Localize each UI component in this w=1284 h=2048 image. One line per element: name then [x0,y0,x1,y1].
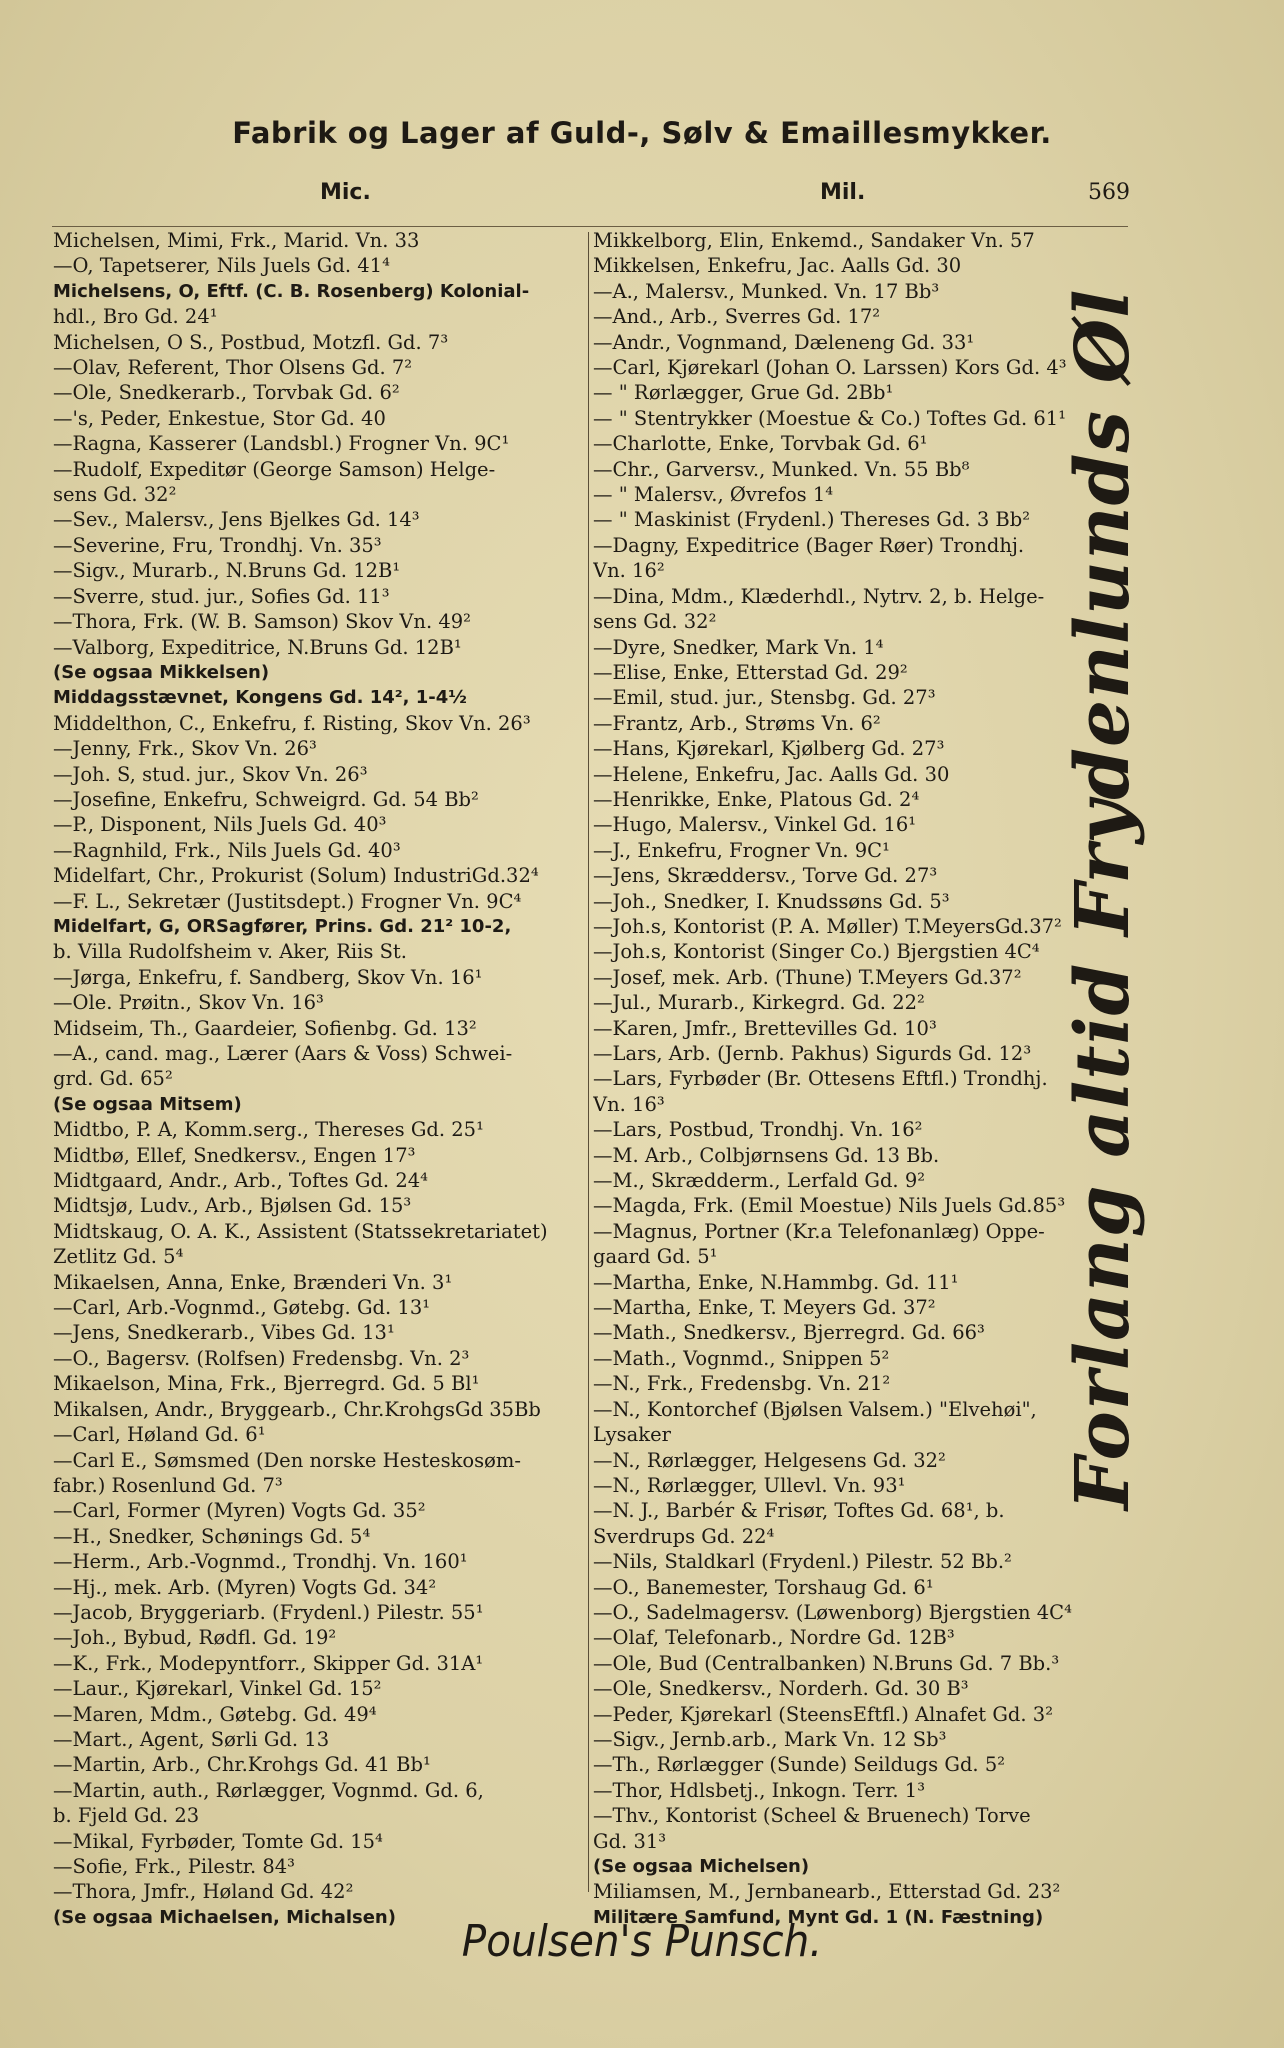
directory-entry: —Carl, Former (Myren) Vogts Gd. 35² [53,1499,426,1523]
directory-entry: —M. Arb., Colbjørnsens Gd. 13 Bb. [593,1143,940,1167]
directory-entry: —F. L., Sekretær (Justitsdept.) Frogner Vn. 9C⁴ [53,889,522,913]
directory-entry: (Se ogsaa Mitsem) [53,1093,242,1115]
directory-entry: Michelsen, O S., Postbud, Motzfl. Gd. 7³ [53,330,449,354]
directory-entry: —N. J., Barbér & Frisør, Toftes Gd. 68¹, b. [593,1499,1005,1523]
directory-entry: —A., Malersv., Munked. Vn. 17 Bb³ [593,279,940,303]
directory-entry: —Carl E., Sømsmed (Den norske Hesteskosøm- [53,1448,521,1472]
directory-entry: —Charlotte, Enke, Torvbak Gd. 6¹ [593,432,928,456]
directory-entry: —Ole, Snedkerarb., Torvbak Gd. 6² [53,381,400,405]
directory-entry: —Carl, Arb.-Vognmd., Gøtebg. Gd. 13¹ [53,1296,431,1320]
directory-entry: Midtbø, Ellef, Snedkersv., Engen 17³ [53,1143,416,1167]
directory-entry: —Josefine, Enkefru, Schweigrd. Gd. 54 Bb² [53,787,479,811]
directory-entry: —Joh.s, Kontorist (Singer Co.) Bjergstien 4C⁴ [593,940,1040,964]
directory-entry: Sverdrups Gd. 22⁴ [593,1524,775,1548]
directory-entry: —Carl, Høland Gd. 6¹ [53,1423,266,1447]
directory-entry: Mikkelsen, Enkefru, Jac. Aalls Gd. 30 [593,254,962,278]
directory-entry: sens Gd. 32² [53,483,177,507]
directory-entry: —O., Bagersv. (Rolfsen) Fredensbg. Vn. 2³ [53,1346,470,1370]
directory-entry: —Nils, Staldkarl (Frydenl.) Pilestr. 52 Bb.² [593,1550,1012,1574]
directory-entry: —O, Tapetserer, Nils Juels Gd. 41⁴ [53,254,390,278]
directory-entry: Mikaelsen, Anna, Enke, Brænderi Vn. 3¹ [53,1270,453,1294]
directory-entry: —Hans, Kjørekarl, Kjølberg Gd. 27³ [593,737,945,761]
directory-entry: —Jenny, Frk., Skov Vn. 26³ [53,737,317,761]
directory-entry: —Thv., Kontorist (Scheel & Bruenech) Torve [593,1804,1031,1828]
directory-entry: (Se ogsaa Michelsen) [593,1856,810,1877]
directory-entry: Vn. 16³ [593,1092,665,1116]
directory-entry: —Jens, Skræddersv., Torve Gd. 27³ [593,864,938,888]
footer-advertisement: Poulsen's Punsch. [461,1916,823,1967]
directory-entry: —Martha, Enke, N.Hammbg. Gd. 11¹ [593,1270,959,1294]
directory-entry: —Jørga, Enkefru, f. Sandberg, Skov Vn. 16¹ [53,965,483,989]
directory-entry: —Helene, Enkefru, Jac. Aalls Gd. 30 [593,762,950,786]
directory-entry: hdl., Bro Gd. 24¹ [53,305,218,329]
vertical-advertisement: Forlang altid Frydenlunds Øl [1060,288,1146,1510]
directory-entry: —Emil, stud. jur., Stensbg. Gd. 27³ [593,686,936,710]
directory-entry: —Ole, Bud (Centralbanken) N.Bruns Gd. 7 Bb.³ [593,1651,1060,1675]
directory-entry: —N., Frk., Fredensbg. Vn. 21² [593,1372,891,1396]
directory-entry: —N., Kontorchef (Bjølsen Valsem.) "Elvehøi", [593,1397,1037,1421]
directory-entry: —Hj., mek. Arb. (Myren) Vogts Gd. 34² [53,1575,437,1599]
directory-entry: —J., Enkefru, Frogner Vn. 9C¹ [593,838,890,862]
right-column [593,228,1129,1930]
directory-entry: —Jul., Murarb., Kirkegrd. Gd. 22² [593,991,925,1015]
page-number: 569 [1088,180,1130,205]
directory-entry: —Math., Vognmd., Snippen 5² [593,1346,890,1370]
directory-entry: Midelfart, Chr., Prokurist (Solum) IndustriGd.32⁴ [53,864,539,888]
directory-entry: —Maren, Mdm., Gøtebg. Gd. 49⁴ [53,1702,377,1726]
directory-entry: —Martha, Enke, T. Meyers Gd. 37² [593,1296,936,1320]
directory-entry: grd. Gd. 65² [53,1067,173,1091]
right-column-header: Mil. [820,180,866,205]
directory-entry: —Th., Rørlægger (Sunde) Seildugs Gd. 5² [593,1753,1006,1777]
directory-entry: —O., Sadelmagersv. (Løwenborg) Bjergstien 4C⁴ [593,1600,1072,1624]
directory-entry: gaard Gd. 5¹ [593,1245,718,1269]
directory-entry: —Joh. S, stud. jur., Skov Vn. 26³ [53,762,368,786]
directory-entry: —M., Skrædderm., Lerfald Gd. 9² [593,1169,926,1193]
directory-entry: —Sigv., Jernb.arb., Mark Vn. 12 Sb³ [593,1727,947,1751]
directory-entry: —O., Banemester, Torshaug Gd. 6¹ [593,1575,934,1599]
column-divider [588,232,589,1892]
directory-entry: Middelthon, C., Enkefru, f. Risting, Skov Vn. 26³ [53,711,531,735]
directory-entry: —Joh., Snedker, I. Knudssøns Gd. 5³ [593,889,950,913]
directory-entry: Midseim, Th., Gaardeier, Sofienbg. Gd. 13² [53,1016,477,1040]
directory-entry: —P., Disponent, Nils Juels Gd. 40³ [53,813,387,837]
directory-entry: —Magda, Frk. (Emil Moestue) Nils Juels Gd.85³ [593,1194,1066,1218]
directory-entry: —Lars, Arb. (Jernb. Pakhus) Sigurds Gd. 12³ [593,1042,1032,1065]
directory-entry: —Herm., Arb.-Vognmd., Trondhj. Vn. 160¹ [53,1550,468,1574]
directory-entry: —H., Snedker, Schønings Gd. 5⁴ [53,1524,371,1548]
directory-entry: — " Stentrykker (Moestue & Co.) Toftes Gd. 61¹ [593,406,1067,430]
directory-entry: —Mart., Agent, Sørli Gd. 13 [53,1727,330,1751]
directory-entry: —Sverre, stud. jur., Sofies Gd. 11³ [53,584,390,608]
directory-entry: —Josef, mek. Arb. (Thune) T.Meyers Gd.37² [593,965,1022,989]
directory-entry: —Ragna, Kasserer (Landsbl.) Frogner Vn. 9C¹ [53,432,510,456]
directory-entry: Zetlitz Gd. 5⁴ [53,1245,184,1269]
directory-entry: —Hugo, Malersv., Vinkel Gd. 16¹ [593,813,917,837]
directory-entry: —K., Frk., Modepyntforr., Skipper Gd. 31A¹ [53,1651,484,1675]
directory-entry: —Ragnhild, Frk., Nils Juels Gd. 40³ [53,838,401,862]
directory-entry: — " Maskinist (Frydenl.) Thereses Gd. 3 Bb² [593,508,1031,532]
directory-entry: —Thor, Hdlsbetj., Inkogn. Terr. 1³ [593,1778,926,1802]
directory-entry: Midtbo, P. A, Komm.serg., Thereses Gd. 25¹ [53,1118,484,1142]
left-column [53,228,589,1930]
directory-entry: —Dyre, Snedker, Mark Vn. 1⁴ [593,635,884,659]
left-column-header: Mic. [320,180,371,205]
directory-entry: Midelfart, G, ORSagfører, Prins. Gd. 21² 10-2, [53,915,512,937]
directory-entry: Miliamsen, M., Jernbanearb., Etterstad Gd. 23² [593,1880,1061,1904]
directory-entry: Midtgaard, Andr., Arb., Toftes Gd. 24⁴ [53,1169,428,1193]
directory-entry: —Sev., Malersv., Jens Bjelkes Gd. 14³ [53,508,420,532]
directory-entry: —Thora, Frk. (W. B. Samson) Skov Vn. 49² [53,610,471,634]
directory-entry: — " Rørlægger, Grue Gd. 2Bb¹ [593,381,894,405]
directory-entry: —Dagny, Expeditrice (Bager Røer) Trondhj. [593,533,1025,557]
directory-entry: (Se ogsaa Mikkelsen) [53,661,270,683]
directory-entry: Mikkelborg, Elin, Enkemd., Sandaker Vn. 57 [593,229,1035,252]
directory-entry: —N., Rørlægger, Helgesens Gd. 32² [593,1448,946,1472]
directory-entry: —Olaf, Telefonarb., Nordre Gd. 12B³ [593,1626,955,1650]
directory-entry: —Elise, Enke, Etterstad Gd. 29² [593,660,908,684]
directory-entry: sens Gd. 32² [593,610,717,634]
directory-entry: Michelsen, Mimi, Frk., Marid. Vn. 33 [53,229,420,252]
directory-entry: Michelsens, O, Eftf. (C. B. Rosenberg) Kolonial- [53,280,530,302]
directory-entry: —N., Rørlægger, Ullevl. Vn. 93¹ [593,1473,906,1497]
directory-entry: —Joh.s, Kontorist (P. A. Møller) T.MeyersGd.37² [593,914,1062,938]
directory-entry: —Ole. Prøitn., Skov Vn. 16³ [53,991,324,1015]
directory-entry: —Peder, Kjørekarl (SteensEftfl.) Alnafet Gd. 3² [593,1702,1054,1726]
directory-entry: fabr.) Rosenlund Gd. 7³ [53,1473,283,1497]
directory-entry: —Sofie, Frk., Pilestr. 84³ [53,1855,295,1878]
directory-entry: —Rudolf, Expeditør (George Samson) Helge- [53,457,496,481]
directory-entry: —Carl, Kjørekarl (Johan O. Larssen) Kors Gd. 4³ [593,356,1067,380]
directory-entry: (Se ogsaa Michaelsen, Michalsen) [53,1906,396,1928]
directory-entry: —Ole, Snedkersv., Norderh. Gd. 30 B³ [593,1677,969,1701]
directory-entry: Mikaelson, Mina, Frk., Bjerregrd. Gd. 5 Bl¹ [53,1372,480,1396]
directory-entry: —Chr., Garversv., Munked. Vn. 55 Bb⁸ [593,457,970,481]
directory-entry: —Jens, Snedkerarb., Vibes Gd. 13¹ [53,1321,395,1345]
directory-entry: —Thora, Jmfr., Høland Gd. 42² [53,1880,354,1904]
directory-entry: —Henrikke, Enke, Platous Gd. 2⁴ [593,787,920,811]
directory-entry: —Mikal, Fyrbøder, Tomte Gd. 15⁴ [53,1829,383,1853]
directory-entry: —Andr., Vognmand, Dæleneng Gd. 33¹ [593,330,975,354]
header-rule [52,226,1128,227]
directory-entry: Middagsstævnet, Kongens Gd. 14², 1-4½ [53,687,467,709]
directory-entry: —Magnus, Portner (Kr.a Telefonanlæg) Oppe- [593,1219,1045,1243]
directory-entry: Militære Samfund, Mynt Gd. 1 (N. Fæstning) [593,1906,1044,1928]
directory-entry: —Jacob, Bryggeriarb. (Frydenl.) Pilestr. 55¹ [53,1600,484,1624]
directory-entry: b. Villa Rudolfsheim v. Aker, Riis St. [53,940,407,964]
directory-entry: —Martin, auth., Rørlægger, Vognmd. Gd. 6, [53,1778,484,1802]
directory-entry: — " Malersv., Øvrefos 1⁴ [593,483,834,507]
directory-entry: —Math., Snedkersv., Bjerregrd. Gd. 66³ [593,1321,985,1345]
directory-entry: Midtskaug, O. A. K., Assistent (Statssekretariatet) [53,1219,548,1243]
directory-entry: —Severine, Fru, Trondhj. Vn. 35³ [53,533,382,557]
directory-entry: —Olav, Referent, Thor Olsens Gd. 7² [53,356,413,380]
directory-entry: Lysaker [593,1423,671,1447]
page-banner: Fabrik og Lager af Guld-, Sølv & Emaillesmykker. [232,116,1052,150]
directory-entry: —Joh., Bybud, Rødfl. Gd. 19² [53,1626,337,1650]
directory-entry: —Martin, Arb., Chr.Krohgs Gd. 41 Bb¹ [53,1753,431,1777]
directory-entry: —'s, Peder, Enkestue, Stor Gd. 40 [53,406,386,430]
directory-entry: —Lars, Fyrbøder (Br. Ottesens Eftfl.) Trondhj. [593,1067,1048,1091]
directory-entry: b. Fjeld Gd. 23 [53,1804,200,1828]
directory-entry: Midtsjø, Ludv., Arb., Bjølsen Gd. 15³ [53,1194,412,1218]
directory-entry: —Lars, Postbud, Trondhj. Vn. 16² [593,1118,923,1142]
directory-entry: —Dina, Mdm., Klæderhdl., Nytrv. 2, b. Helge- [593,584,1045,608]
directory-entry: Mikalsen, Andr., Bryggearb., Chr.KrohgsGd 35Bb [53,1397,541,1421]
directory-entry: —Valborg, Expeditrice, N.Bruns Gd. 12B¹ [53,635,462,659]
directory-entry: —A., cand. mag., Lærer (Aars & Voss) Schwei- [53,1042,513,1065]
directory-entry: Gd. 31³ [593,1829,667,1853]
directory-entry: —And., Arb., Sverres Gd. 17² [593,305,881,329]
directory-entry: —Laur., Kjørekarl, Vinkel Gd. 15² [53,1677,382,1701]
directory-entry: —Sigv., Murarb., N.Bruns Gd. 12B¹ [53,559,401,583]
directory-entry: Vn. 16² [593,559,665,583]
directory-entry: —Frantz, Arb., Strøms Vn. 6² [593,711,881,735]
directory-entry: —Karen, Jmfr., Brettevilles Gd. 10³ [593,1016,937,1040]
